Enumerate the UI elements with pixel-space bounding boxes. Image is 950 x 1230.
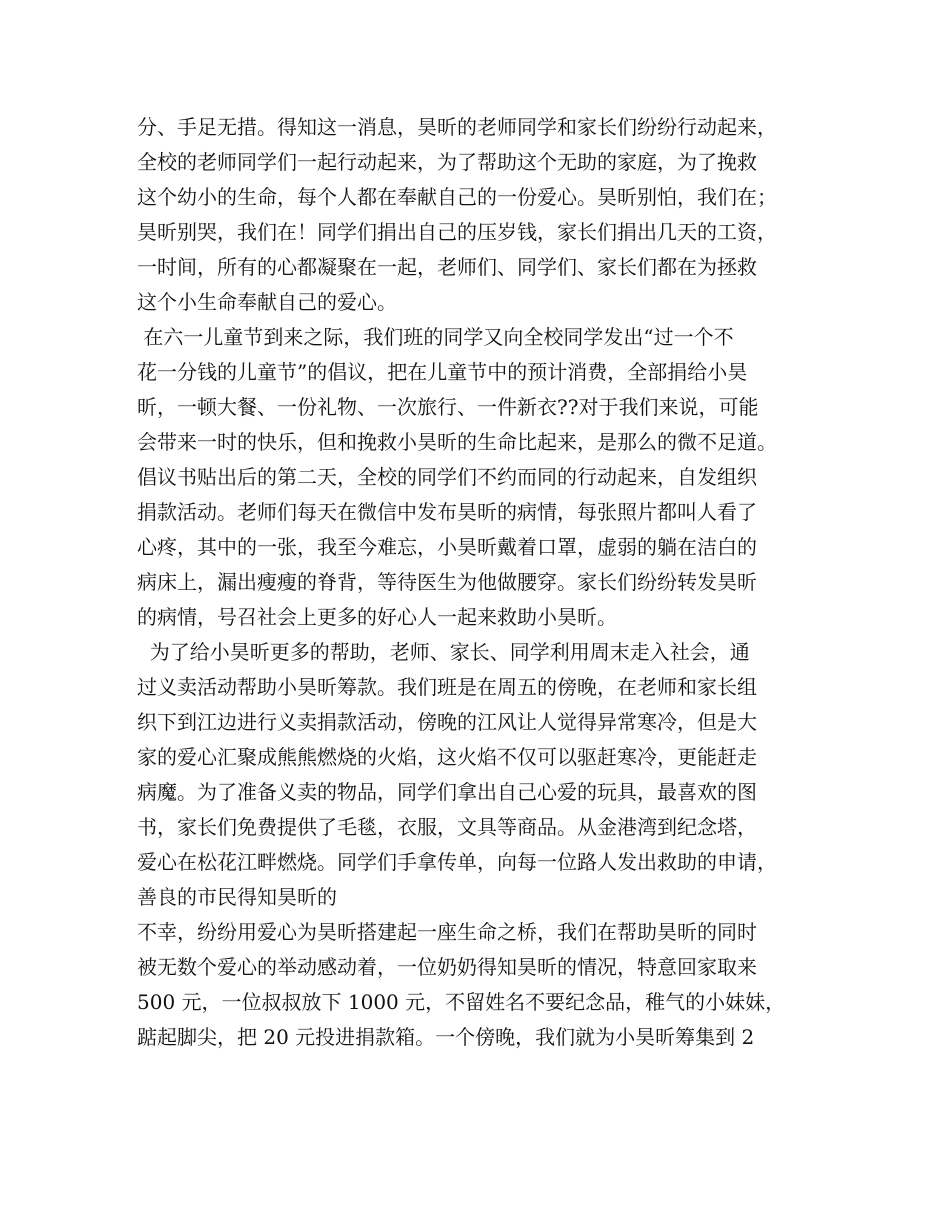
text-line: 的病情，号召社会上更多的好心人一起来救助小昊昕。 — [137, 605, 617, 629]
text-line: 不幸，纷纷用爱心为昊昕搭建起一座生命之桥，我们在帮助昊昕的同时 — [137, 920, 757, 944]
text-line: 500 元，一位叔叔放下 1000 元，不留姓名不要纪念品，稚气的小妹妹， — [137, 990, 786, 1014]
text-line: 善良的市民得知昊昕的 — [137, 885, 337, 909]
text-line: 倡议书贴出后的第二天，全校的同学们不约而同的行动起来，自发组织 — [137, 465, 757, 489]
text-line: 为了给小昊昕更多的帮助，老师、家长、同学利用周末走入社会，通 — [137, 640, 750, 664]
text-line: 病魔。为了准备义卖的物品，同学们拿出自己心爱的玩具，最喜欢的图 — [137, 780, 757, 804]
text-line: 爱心在松花江畔燃烧。同学们手拿传单，向每一位路人发出救助的申请， — [137, 850, 777, 874]
text-line: 花一分钱的儿童节”的倡议，把在儿童节中的预计消费，全部捐给小昊 — [137, 360, 748, 384]
text-line: 这个幼小的生命，每个人都在奉献自己的一份爱心。昊昕别怕，我们在； — [137, 185, 777, 209]
text-line: 昕，一顿大餐、一份礼物、一次旅行、一件新衣??对于我们来说，可能 — [137, 395, 759, 419]
text-line: 一时间，所有的心都凝聚在一起，老师们、同学们、家长们都在为拯救 — [137, 255, 757, 279]
text-line: 这个小生命奉献自己的爱心。 — [137, 290, 397, 314]
text-line: 全校的老师同学们一起行动起来，为了帮助这个无助的家庭，为了挽救 — [137, 150, 757, 174]
text-line: 踮起脚尖，把 20 元投进捐款箱。一个傍晚，我们就为小昊昕筹集到 2 — [137, 1025, 755, 1049]
body-text — [137, 110, 837, 1055]
text-line: 病床上，漏出瘦瘦的脊背，等待医生为他做腰穿。家长们纷纷转发昊昕 — [137, 570, 757, 594]
text-line: 捐款活动。老师们每天在微信中发布昊昕的病情，每张照片都叫人看了 — [137, 500, 757, 524]
text-line: 家的爱心汇聚成熊熊燃烧的火焰，这火焰不仅可以驱赶寒冷，更能赶走 — [137, 745, 757, 769]
text-line: 被无数个爱心的举动感动着，一位奶奶得知昊昕的情况，特意回家取来 — [137, 955, 757, 979]
text-line: 会带来一时的快乐，但和挽救小昊昕的生命比起来，是那么的微不足道。 — [137, 430, 777, 454]
text-line: 在六一儿童节到来之际，我们班的同学又向全校同学发出“过一个不 — [137, 325, 734, 349]
text-line: 过义卖活动帮助小昊昕筹款。我们班是在周五的傍晚，在老师和家长组 — [137, 675, 757, 699]
text-line: 书，家长们免费提供了毛毯，衣服，文具等商品。从金港湾到纪念塔， — [137, 815, 757, 839]
text-line: 心疼，其中的一张，我至今难忘，小昊昕戴着口罩，虚弱的躺在洁白的 — [137, 535, 757, 559]
text-line: 分、手足无措。得知这一消息，昊昕的老师同学和家长们纷纷行动起来， — [137, 115, 777, 139]
text-line: 昊昕别哭，我们在！同学们捐出自己的压岁钱，家长们捐出几天的工资， — [137, 220, 777, 244]
text-line: 织下到江边进行义卖捐款活动，傍晚的江风让人觉得异常寒冷，但是大 — [137, 710, 757, 734]
